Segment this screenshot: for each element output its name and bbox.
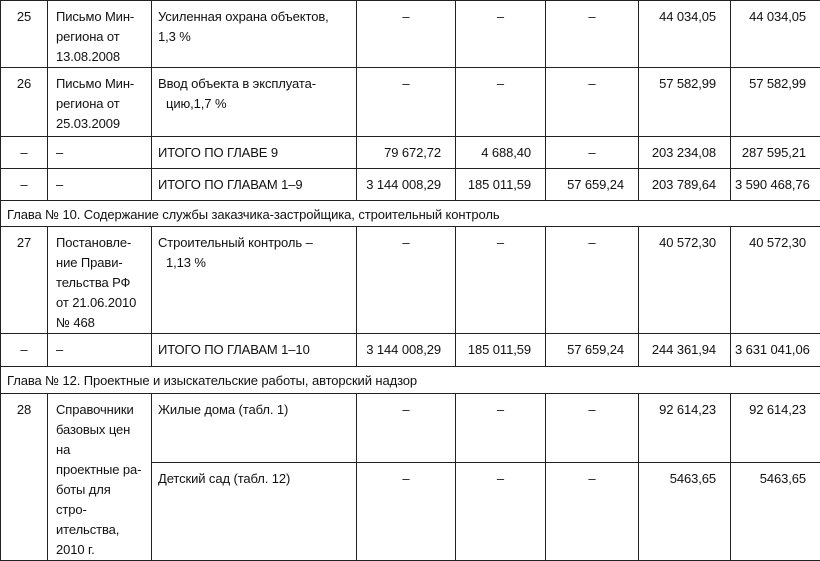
- value-cell: –: [456, 394, 546, 463]
- work-name-cell: [152, 1, 357, 68]
- value-cell: –: [546, 462, 639, 560]
- name-line: Строительный контроль –: [158, 235, 313, 250]
- value-cell: –: [546, 1, 639, 68]
- value-cell: –: [456, 1, 546, 68]
- basis-line: 25.03.2009: [56, 116, 120, 131]
- basis-line: Письмо Мин-: [56, 76, 134, 91]
- row-number: –: [1, 334, 48, 367]
- chapter-heading-row: [1, 201, 820, 227]
- value-cell: –: [357, 394, 456, 463]
- value-cell: –: [357, 227, 456, 334]
- work-name-cell: [152, 68, 357, 137]
- value-cell: –: [546, 68, 639, 137]
- name-line: цию,1,7 %: [158, 94, 350, 114]
- basis-line: проектные ра-: [56, 462, 141, 477]
- total-cell: 287 595,21: [731, 137, 820, 169]
- row-number: 27: [1, 227, 48, 334]
- value-cell: 203 234,08: [639, 137, 731, 169]
- work-name-cell: ИТОГО ПО ГЛАВАМ 1–9: [152, 169, 357, 201]
- total-cell: 92 614,23: [731, 394, 820, 463]
- work-name-cell: [152, 227, 357, 334]
- value-cell: 40 572,30: [639, 227, 731, 334]
- basis-line: региона от: [56, 29, 120, 44]
- basis-line: 13.08.2008: [56, 49, 120, 64]
- basis-cell: –: [48, 169, 152, 201]
- basis-line: № 468: [56, 315, 95, 330]
- basis-line: тельства РФ: [56, 275, 130, 290]
- total-row-chapters-1-10: [1, 334, 820, 367]
- basis-line: боты для стро-: [56, 482, 111, 517]
- value-cell: –: [546, 394, 639, 463]
- total-cell: 3 590 468,76: [731, 169, 820, 201]
- value-cell: –: [357, 1, 456, 68]
- total-cell: 3 631 041,06: [731, 334, 820, 367]
- table-row-28a: [1, 394, 820, 463]
- work-name-cell: ИТОГО ПО ГЛАВАМ 1–10: [152, 334, 357, 367]
- basis-cell: [48, 1, 152, 68]
- value-cell: 57 659,24: [546, 334, 639, 367]
- name-line: Ввод объекта в эксплуата-: [158, 76, 316, 91]
- value-cell: 92 614,23: [639, 394, 731, 463]
- basis-line: ние Прави-: [56, 255, 123, 270]
- total-row-chapter-9: [1, 137, 820, 169]
- basis-line: Постановле-: [56, 235, 131, 250]
- basis-cell: –: [48, 137, 152, 169]
- value-cell: 4 688,40: [456, 137, 546, 169]
- table-row-27: [1, 227, 820, 334]
- basis-cell: –: [48, 334, 152, 367]
- total-cell: 44 034,05: [731, 1, 820, 68]
- basis-line: ительства,: [56, 522, 119, 537]
- value-cell: 244 361,94: [639, 334, 731, 367]
- name-line: Усиленная охрана объектов,: [158, 9, 329, 24]
- chapter-heading: Глава № 10. Содержание службы заказчика-застройщика, строительный контроль: [1, 201, 820, 227]
- value-cell: –: [546, 227, 639, 334]
- basis-line: региона от: [56, 96, 120, 111]
- value-cell: 203 789,64: [639, 169, 731, 201]
- basis-line: базовых цен на: [56, 422, 130, 457]
- value-cell: –: [546, 137, 639, 169]
- value-cell: 3 144 008,29: [357, 334, 456, 367]
- value-cell: 57 582,99: [639, 68, 731, 137]
- total-row-chapters-1-9: [1, 169, 820, 201]
- basis-line: Письмо Мин-: [56, 9, 134, 24]
- basis-cell: [48, 68, 152, 137]
- value-cell: 3 144 008,29: [357, 169, 456, 201]
- basis-line: Справочники: [56, 402, 134, 417]
- row-number: –: [1, 169, 48, 201]
- value-cell: –: [357, 462, 456, 560]
- value-cell: 185 011,59: [456, 169, 546, 201]
- table-row-25: [1, 1, 820, 68]
- work-name-cell: ИТОГО ПО ГЛАВЕ 9: [152, 137, 357, 169]
- value-cell: –: [456, 68, 546, 137]
- value-cell: 44 034,05: [639, 1, 731, 68]
- basis-line: 2010 г.: [56, 542, 95, 557]
- table-row-26: [1, 68, 820, 137]
- row-number: 28: [1, 394, 48, 561]
- value-cell: 185 011,59: [456, 334, 546, 367]
- basis-cell: [48, 394, 152, 561]
- name-line: 1,13 %: [158, 253, 350, 273]
- total-cell: 57 582,99: [731, 68, 820, 137]
- value-cell: –: [357, 68, 456, 137]
- work-name-cell: Жилые дома (табл. 1): [152, 394, 357, 463]
- value-cell: –: [456, 462, 546, 560]
- total-cell: 5463,65: [731, 462, 820, 560]
- value-cell: –: [456, 227, 546, 334]
- total-cell: 40 572,30: [731, 227, 820, 334]
- work-name-cell: Детский сад (табл. 12): [152, 462, 357, 560]
- row-number: 25: [1, 1, 48, 68]
- basis-line: от 21.06.2010: [56, 295, 136, 310]
- basis-cell: [48, 227, 152, 334]
- value-cell: 79 672,72: [357, 137, 456, 169]
- value-cell: 57 659,24: [546, 169, 639, 201]
- name-line: 1,3 %: [158, 29, 191, 44]
- value-cell: 5463,65: [639, 462, 731, 560]
- chapter-heading-row: [1, 367, 820, 394]
- row-number: –: [1, 137, 48, 169]
- chapter-heading: Глава № 12. Проектные и изыскательские работы, авторский надзор: [1, 367, 820, 394]
- row-number: 26: [1, 68, 48, 137]
